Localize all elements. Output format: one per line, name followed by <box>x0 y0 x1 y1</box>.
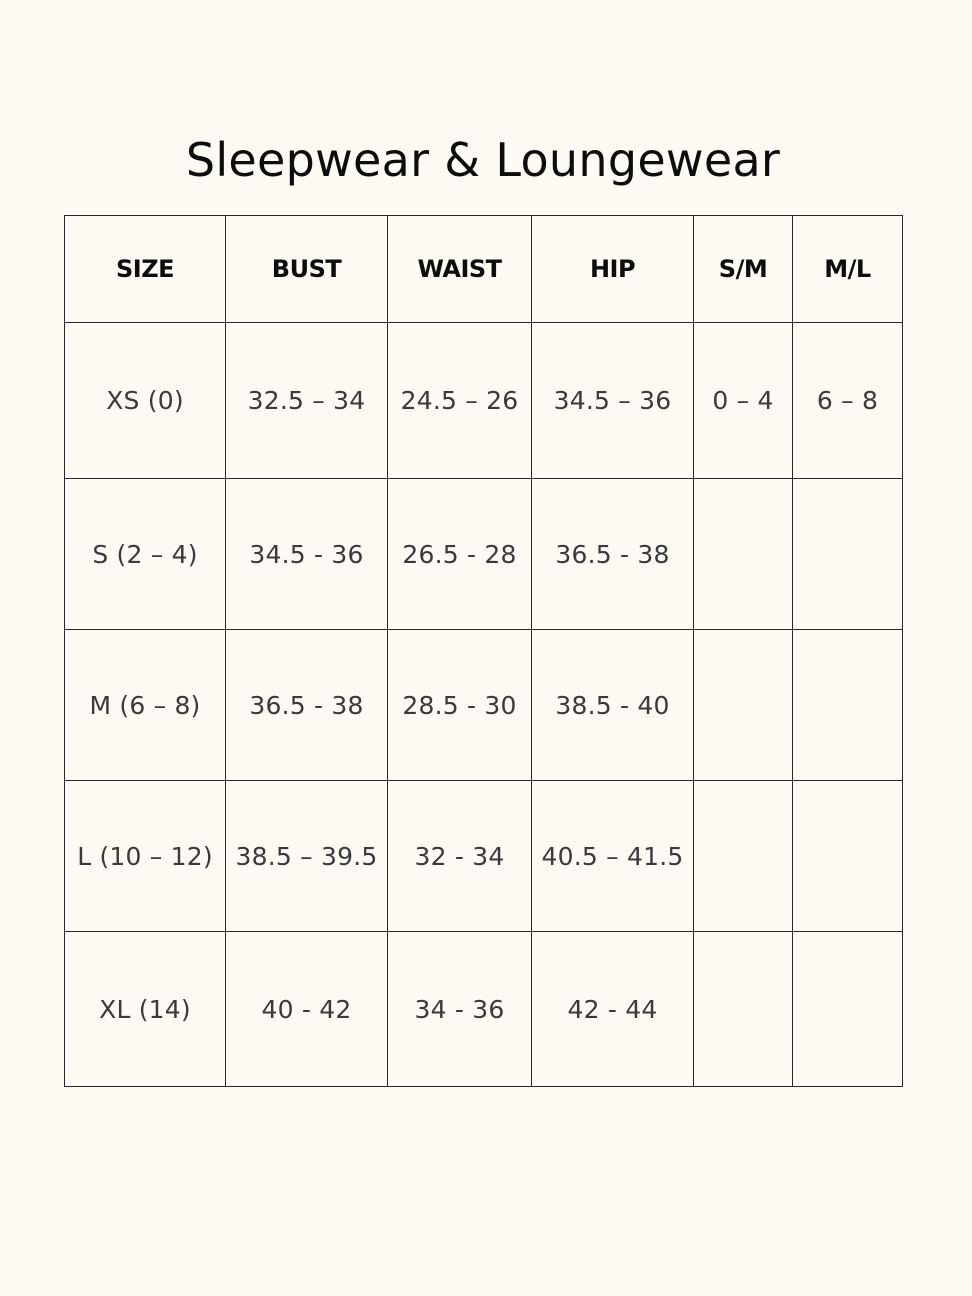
cell-bust: 40 - 42 <box>226 932 388 1087</box>
cell-size: M (6 – 8) <box>65 630 226 781</box>
header-ml: M/L <box>793 216 903 323</box>
cell-sm: 0 – 4 <box>694 323 793 479</box>
cell-size: L (10 – 12) <box>65 781 226 932</box>
cell-waist: 32 - 34 <box>388 781 532 932</box>
cell-ml <box>793 932 903 1087</box>
cell-hip: 38.5 - 40 <box>532 630 694 781</box>
table-row <box>65 479 903 630</box>
header-bust: BUST <box>226 216 388 323</box>
cell-hip: 42 - 44 <box>532 932 694 1087</box>
cell-bust: 36.5 - 38 <box>226 630 388 781</box>
cell-sm <box>694 781 793 932</box>
cell-sm <box>694 932 793 1087</box>
page-title: Sleepwear & Loungewear <box>185 133 781 187</box>
cell-sm <box>694 479 793 630</box>
cell-waist: 28.5 - 30 <box>388 630 532 781</box>
cell-bust: 32.5 – 34 <box>226 323 388 479</box>
header-hip: HIP <box>532 216 694 323</box>
cell-ml <box>793 630 903 781</box>
cell-size: XS (0) <box>65 323 226 479</box>
cell-hip: 36.5 - 38 <box>532 479 694 630</box>
cell-bust: 38.5 – 39.5 <box>226 781 388 932</box>
cell-ml: 6 – 8 <box>793 323 903 479</box>
cell-waist: 24.5 – 26 <box>388 323 532 479</box>
cell-size: S (2 – 4) <box>65 479 226 630</box>
cell-waist: 26.5 - 28 <box>388 479 532 630</box>
cell-ml <box>793 781 903 932</box>
table-row <box>65 323 903 479</box>
cell-hip: 40.5 – 41.5 <box>532 781 694 932</box>
cell-waist: 34 - 36 <box>388 932 532 1087</box>
size-chart-table <box>64 215 903 1087</box>
cell-sm <box>694 630 793 781</box>
header-waist: WAIST <box>388 216 532 323</box>
table-header-row <box>65 216 903 323</box>
table-row <box>65 781 903 932</box>
table-row <box>65 630 903 781</box>
table-row <box>65 932 903 1087</box>
cell-size: XL (14) <box>65 932 226 1087</box>
cell-hip: 34.5 – 36 <box>532 323 694 479</box>
cell-ml <box>793 479 903 630</box>
header-sm: S/M <box>694 216 793 323</box>
cell-bust: 34.5 - 36 <box>226 479 388 630</box>
header-size: SIZE <box>65 216 226 323</box>
